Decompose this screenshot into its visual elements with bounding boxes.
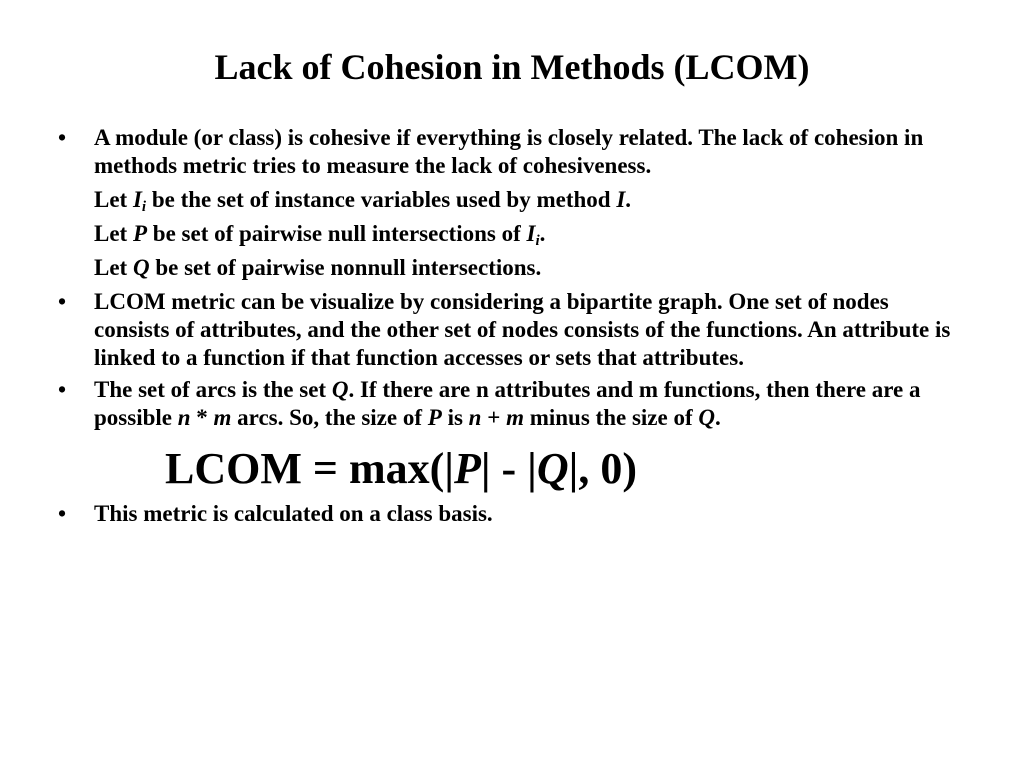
var-i: I — [526, 221, 536, 246]
var-p: P — [453, 444, 481, 493]
sub-text: Let — [94, 187, 133, 212]
bullet-bipartite-graph — [0, 288, 1024, 372]
bullet-set-of-arcs — [0, 376, 1024, 432]
sub-line-let-q — [0, 254, 1024, 282]
text-run: . — [715, 405, 721, 430]
sub-text: . — [625, 187, 632, 212]
bullet-class-basis — [0, 500, 1024, 528]
sub-text: Let — [94, 221, 133, 246]
var-q: Q — [536, 444, 569, 493]
var-m: m — [213, 405, 232, 430]
formula-text: | - | — [480, 444, 537, 493]
sub-line-let-ii — [0, 186, 1024, 214]
bullet-marker: • — [58, 125, 67, 150]
text-run: arcs. So, the size of — [231, 405, 428, 430]
text-run: + — [481, 405, 507, 430]
var-p: P — [427, 405, 442, 430]
var-n: n — [468, 405, 482, 430]
var-q: Q — [698, 405, 715, 430]
sub-line-let-p — [0, 220, 1024, 248]
var-i: I — [132, 187, 142, 212]
subscript-i: i — [535, 233, 540, 249]
bullet-marker: • — [58, 289, 67, 314]
sub-text: be the set of instance variables used by method — [146, 187, 617, 212]
var-q: Q — [132, 255, 150, 280]
formula-text: |, 0) — [568, 444, 637, 493]
bullet-text — [94, 377, 920, 430]
bullet-marker: • — [58, 501, 67, 526]
bullet-text: LCOM metric can be visualize by considering a bipartite graph. One set of nodes consists of attributes, and the other set of nodes consists of the functions. An attribute is linked to a function if that function accesses or sets that attributes. — [94, 289, 951, 370]
lcom-formula — [0, 440, 1024, 498]
bullet-cohesion-definition — [0, 124, 1024, 180]
var-n: n — [177, 405, 191, 430]
text-run: The set of arcs is the set — [94, 377, 332, 402]
text-run: minus the size of — [523, 405, 699, 430]
slide-title: Lack of Cohesion in Methods (LCOM) — [214, 47, 810, 87]
sub-text: be set of pairwise null intersections of — [147, 221, 527, 246]
subscript-i: i — [141, 199, 147, 215]
slide-content — [0, 118, 1024, 528]
bullet-text: This metric is calculated on a class basis. — [94, 501, 493, 526]
var-q: Q — [331, 377, 349, 402]
formula-text: LCOM = max(| — [165, 444, 454, 493]
bullet-marker: • — [58, 377, 67, 402]
sub-text: be set of pairwise nonnull intersections. — [149, 255, 542, 280]
bullet-text: A module (or class) is cohesive if everything is closely related. The lack of cohesion in methods metric tries to measure the lack of cohesiveness. — [94, 125, 924, 178]
var-p: P — [132, 221, 148, 246]
var-i: I — [616, 187, 626, 212]
sub-text: . — [539, 221, 546, 246]
text-run: * — [190, 405, 214, 430]
sub-text: Let — [94, 255, 133, 280]
text-run: . If there are n attributes and m functions, then there are a possible — [94, 377, 921, 430]
var-m: m — [506, 405, 524, 430]
text-run: is — [441, 405, 469, 430]
